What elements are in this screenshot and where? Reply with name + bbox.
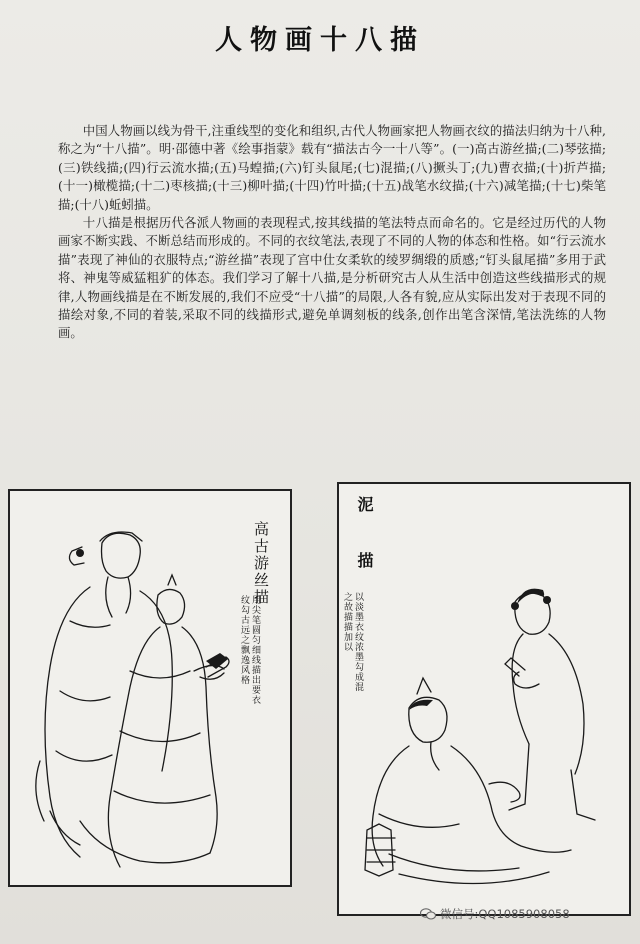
panel-caption-left: 用尖笔圆匀细线描出要衣纹勾古远之飘逸风格 bbox=[239, 595, 260, 705]
figure-drawing-right bbox=[339, 484, 629, 914]
illustration-hun-miao bbox=[337, 482, 631, 916]
figure-drawing-left bbox=[10, 491, 240, 881]
panel-label-left: 高古游丝描 bbox=[252, 521, 270, 606]
wechat-icon bbox=[420, 908, 436, 920]
watermark-text: 微信号:QQ1085908058 bbox=[440, 907, 570, 921]
paragraph-1: 中国人物画以线为骨干,注重线型的变化和组织,古代人物画家把人物画衣纹的描法归纳为十八种,称之为“十八描”。明·邵德中著《绘事指蒙》载有“描法古今一十八等”。(一)高古游丝描;(二)琴弦描;(三)铁线描;(四)行云流水描;(五)马蝗描;(六)钉头鼠尾;(七)混描;(八)撅头丁;(九)曹衣描;(十)折芦描;(十一)橄榄描;(十二)枣核描;(十三)柳叶描;(十四)竹叶描;(十五)战笔水纹描;(十六)减笔描;(十七)柴笔描;(十八)蚯蚓描。 bbox=[58, 123, 606, 212]
panel-label-right-bottom: 描 bbox=[355, 552, 374, 568]
panel-caption-right: 以淡墨衣纹浓墨勾成混之故描描加以 bbox=[342, 592, 363, 692]
illustration-gaogu-yousi bbox=[8, 489, 292, 887]
panel-label-right-top: 泥 bbox=[355, 496, 374, 512]
intro-text bbox=[58, 122, 606, 343]
page-title: 人物画十八描 bbox=[215, 25, 425, 56]
wechat-watermark bbox=[420, 906, 570, 922]
paragraph-2: 十八描是根据历代各派人物画的表现程式,按其线描的笔法特点而命名的。它是经过历代的人物画家不断实践、不断总结而形成的。不同的衣纹笔法,表现了不同的人物的体态和性格。如“行云流水描”表现了神仙的衣服特点;“游丝描”表现了宫中仕女柔软的绫罗绸缎的质感;“钉头鼠尾描”多用于武将、神鬼等威猛粗犷的体态。我们学习了解十八描,是分析研究古人从生活中创造这些线描形式的规律,人物画线描是在不断发展的,我们不应受“十八描”的局限,人各有貌,应从实际出发对于表现不同的描绘对象,不同的着装,采取不同的线描形式,避免单调刻板的线条,创作出笔含深情,笔法洗练的人物画。 bbox=[58, 215, 606, 341]
